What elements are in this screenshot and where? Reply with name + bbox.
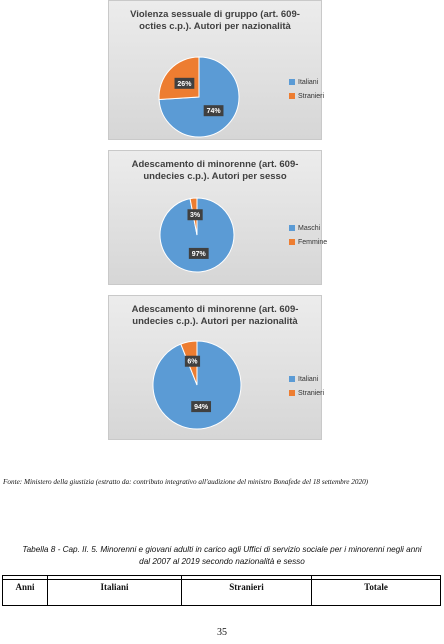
legend-item-stranieri	[289, 89, 324, 103]
data-table-header	[2, 575, 441, 606]
data-label	[175, 78, 195, 89]
legend-label: Stranieri	[298, 92, 325, 100]
data-label-text: 97%	[191, 250, 206, 258]
pie-chart	[153, 341, 241, 429]
data-label	[185, 356, 200, 367]
data-label	[187, 209, 202, 220]
legend-swatch	[289, 376, 295, 382]
table-header-cell: Totale	[311, 576, 440, 605]
table-header-cell: Italiani	[47, 576, 181, 605]
chart-title: Adescamento di minorenne (art. 609- undecies c.p.). Autori per sesso	[131, 159, 299, 182]
table-caption: Tabella 8 - Cap. II. 5. Minorenni e giovani adulti in carico agli Uffici di servizio sociale per i minorenni negli anni dal 2007 al 2019 secondo nazionalità e sesso	[22, 545, 422, 566]
legend-swatch	[289, 239, 295, 245]
legend-item-italiani	[289, 372, 324, 386]
data-label	[189, 248, 209, 259]
data-label	[191, 401, 211, 412]
legend-label: Italiani	[298, 375, 319, 383]
page-number: 35	[217, 627, 227, 638]
table-header-cell: Anni	[15, 582, 35, 592]
chart-nazionalita-violenza	[108, 0, 325, 140]
source-note: Fonte: Ministero della giustizia (estratto da: contributo integrativo all'audizione del ministro Bonafede del 18 settembre 2020)	[3, 478, 369, 486]
chart-legend	[289, 75, 324, 103]
legend-swatch	[289, 79, 295, 85]
chart-nazionalita-adescamento	[108, 295, 325, 440]
pie-chart	[157, 46, 241, 130]
legend-label: Stranieri	[298, 389, 325, 397]
data-label-text: 3%	[190, 212, 201, 220]
legend-swatch	[289, 225, 295, 231]
data-label-text: 74%	[206, 108, 221, 116]
legend-label: Maschi	[298, 224, 321, 232]
chart-legend	[289, 372, 324, 400]
legend-swatch	[289, 93, 295, 99]
chart-title: Adescamento di minorenne (art. 609- undecies c.p.). Autori per nazionalità	[131, 304, 299, 327]
chart-title: Violenza sessuale di gruppo (art. 609- octies c.p.). Autori per nazionalità	[130, 9, 300, 32]
data-label-text: 6%	[187, 358, 198, 366]
data-label-text: 26%	[177, 80, 192, 88]
legend-item-maschi	[289, 221, 327, 235]
legend-item-femmine	[289, 235, 327, 249]
chart-legend	[289, 221, 327, 249]
data-label	[204, 105, 224, 116]
table-header-cell: Stranieri	[181, 576, 311, 605]
legend-label: Italiani	[298, 78, 319, 86]
legend-label: Femmine	[298, 238, 328, 246]
legend-swatch	[289, 390, 295, 396]
legend-item-italiani	[289, 75, 324, 89]
chart-sesso-adescamento	[108, 150, 328, 285]
pie-chart	[159, 197, 235, 273]
data-label-text: 94%	[194, 404, 209, 412]
legend-item-stranieri	[289, 386, 324, 400]
